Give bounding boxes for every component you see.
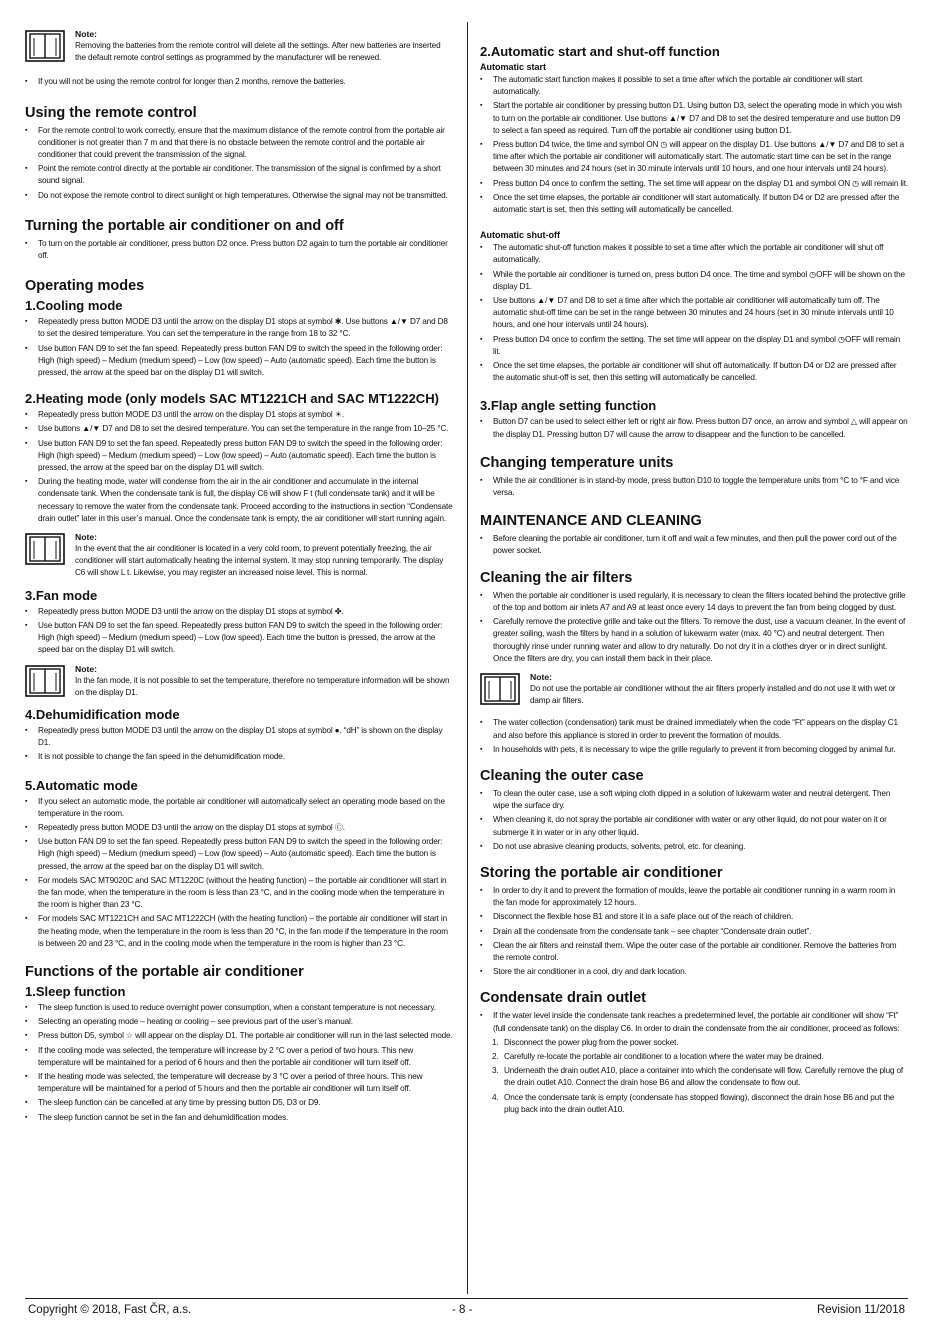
section-title-storing: Storing the portable air conditioner — [480, 864, 723, 881]
list-item: ▪ Drain all the condensate from the condensate tank – see chapter “Condensate drain outlet”. — [480, 926, 908, 938]
manual-book-icon — [480, 673, 520, 705]
list-item: ▪ Point the remote control directly at the portable air conditioner. The transmission of the signal is confirmed by a short sound signal. — [25, 163, 453, 187]
subheading-automatic-start: Automatic start — [480, 62, 547, 72]
left-column — [25, 22, 453, 1126]
intro-list — [25, 76, 453, 88]
list-item: ▪ When the portable air conditioner is used regularly, it is necessary to clean the filters located behind the protective grille of the top and bottom air inlets A7 and A9 at least once every 14 days to prevent the fan from being clogged by dust. — [480, 590, 908, 614]
note-text: Removing the batteries from the remote control will delete all the settings. After new batteries are inserted the default remote control settings as programmed by the manufacturer will be renewed. — [75, 41, 441, 63]
list-item: ▪ Start the portable air conditioner by pressing button D1. Using button D3, select the operating mode in which you wish to turn on the portable air conditioner. Use buttons ▲/▼ D7 and D8 to set the desired temperature and use button D9 to select a fan speed as required. Turn off the portable air conditioner using button D1. — [480, 100, 908, 137]
list-item: ▪ The sleep function is used to reduce overnight power consumption, when a constant temperature is not necessary. — [25, 1002, 453, 1014]
remote-list — [25, 125, 453, 202]
list-item: ▪ Use button FAN D9 to set the fan speed. Repeatedly press button FAN D9 to switch the speed in the following order: High (high speed) – Medium (medium speed) – Low (low speed) – Auto (automatic speed). Each time the button is pressed, the arrow at the speed bar on the display D1 will switch. — [25, 343, 453, 380]
auto-list — [25, 796, 453, 950]
list-item: ▪ When cleaning it, do not spray the portable air conditioner with water or any other liquid, do not pour water on it or submerge it in water or in any other liquid. — [480, 814, 908, 838]
manual-book-icon — [25, 30, 65, 62]
list-item: ▪ Once the set time elapses, the portable air conditioner will start automatically. If button D4 or D2 are pressed after the automatic start is set, then this setting will automatically be cancelled. — [480, 192, 908, 216]
list-item: ▪ To turn on the portable air conditioner, press button D2 once. Press button D2 again to turn the portable air conditioner off. — [25, 238, 453, 262]
section-title-units: Changing temperature units — [480, 454, 674, 471]
step-item — [480, 1037, 908, 1049]
list-item: ▪ Repeatedly press button MODE D3 until the arrow on the display D1 stops at symbol ✱. Use buttons ▲/▼ D7 and D8 to set the desired temperature. You can set the temperature in the range from 18 to 32 °C. — [25, 316, 453, 340]
list-item: ▪ Repeatedly press button MODE D3 until the arrow on the display D1 stops at symbol ☀. — [25, 409, 453, 421]
fan-list — [25, 606, 453, 657]
subsection-title-sleep: 1.Sleep function — [25, 983, 126, 999]
filters-list — [480, 590, 908, 665]
section-title-filters: Cleaning the air filters — [480, 569, 633, 586]
list-item: ▪ Do not expose the remote control to direct sunlight or high temperatures. Otherwise the signal may not be transmitted. — [25, 190, 453, 202]
list-item: ▪ If the cooling mode was selected, the temperature will increase by 2 °C over a period of two hours. This new temperature will be maintained for a period of 6 hours and then the portable air conditioner will turn itself off. — [25, 1045, 453, 1069]
subsection-title-heating: 2.Heating mode (only models SAC MT1221CH and SAC MT1222CH) — [25, 391, 439, 407]
subsection-title-autostart: 2.Automatic start and shut-off function — [480, 44, 720, 59]
step-text: Once the condensate tank is empty (condensate has stopped flowing), disconnect the drain hose B6 and put the plug back into the drain outlet A10. — [504, 1092, 895, 1114]
list-item: ▪ For models SAC MT1221CH and SAC MT1222CH (with the heating function) – the portable air conditioner will start in the heating mode, when the temperature in the room is less than 20 °C, in the fan mode if the temperature in the room is between 20 and 23 °C, and in the cooling mode when the temperature in the room is higher than 23 °C. — [25, 913, 453, 950]
list-item: ▪ Press button D4 once to confirm the setting. The set time will appear on the display D1 and symbol ◷OFF will remain lit. — [480, 334, 908, 358]
step-number: 2. — [492, 1051, 499, 1061]
outer-list — [480, 788, 908, 853]
list-item: ▪ Repeatedly press button MODE D3 until the arrow on the display D1 stops at symbol ✤. — [25, 606, 453, 618]
list-item: ▪ Before cleaning the portable air conditioner, turn it off and wait a few minutes, and then pull the power cord out of the power socket. — [480, 533, 908, 557]
footer-divider — [25, 1298, 908, 1299]
autostart-list — [480, 74, 908, 216]
sleep-list — [25, 1002, 453, 1124]
subsection-title-automatic: 5.Automatic mode — [25, 777, 138, 793]
step-number: 4. — [492, 1092, 499, 1102]
drain-list — [480, 1010, 908, 1034]
autoshut-list — [480, 242, 908, 384]
list-item: ▪ Once the set time elapses, the portable air conditioner will shut off automatically. If button D4 or D2 are pressed after the automatic shut-off is set, then this setting will automatically be cancelled. — [480, 360, 908, 384]
list-item: ▪ The sleep function can be cancelled at any time by pressing button D5, D3 or D9. — [25, 1097, 453, 1109]
list-item: ▪ Store the air conditioner in a cool, dry and dark location. — [480, 966, 908, 978]
list-item: ▪ Selecting an operating mode – heating or cooling – see previous part of the user’s manual. — [25, 1016, 453, 1028]
note-text: In the fan mode, it is not possible to set the temperature, therefore no temperature information will be shown on the display D1. — [75, 675, 450, 697]
note-fan — [25, 663, 453, 699]
list-item: ▪ Repeatedly press button MODE D3 until the arrow on the display D1 stops at symbol ●. “dH” is shown on the display D1. — [25, 725, 453, 749]
list-item: ▪ If the heating mode was selected, the temperature will decrease by 3 °C over a period of three hours. This new temperature will be maintained for a period of 5 hours and then the portable air conditioner will turn itself off. — [25, 1071, 453, 1095]
step-text: Disconnect the power plug from the power socket. — [504, 1037, 679, 1047]
list-item: ▪ Carefully remove the protective grille and take out the filters. To remove the dust, use a vacuum cleaner. In the event of greater soiling, wash the filters by hand in a solution of lukewarm water (max. 40 °C) and neutral detergent. Then thoroughly rinse under running water and allow to dry naturally. Do not dry it in a clothes dryer or in direct sunlight. Once the filters are dry, you can install them back in their place. — [480, 616, 908, 665]
list-item: ▪ Use buttons ▲/▼ D7 and D8 to set a time after which the portable air conditioner will automatically turn off. The automatic shut-off time can be set in the range between 30 minutes and 24 hours (set in 30 minute intervals until 10 hours, and one hour intervals until 24 hours). — [480, 295, 908, 332]
revision: Revision 11/2018 — [816, 1304, 905, 1316]
subheading-automatic-shutoff: Automatic shut-off — [480, 230, 560, 241]
note-filters — [480, 671, 908, 707]
list-item: ▪ Clean the air filters and reinstall them. Wipe the outer case of the portable air conditioner. Remove the batteries from the remote control. — [480, 940, 908, 964]
section-title-functions: Functions of the portable air conditioner — [25, 963, 304, 980]
manual-book-icon — [25, 665, 65, 697]
list-item: ▪ Repeatedly press button MODE D3 until the arrow on the display D1 stops at symbol Ⓒ. — [25, 822, 453, 834]
note-text: Do not use the portable air conditioner without the air filters properly installed and do not use it with wet or damp air filters. — [530, 683, 896, 706]
step-number: 1. — [492, 1037, 499, 1047]
page-number: - 8 - — [452, 1304, 473, 1316]
list-item: ▪ The automatic shut-off function makes it possible to set a time after which the portable air conditioner will shut off automatically. — [480, 242, 908, 266]
step-item — [480, 1065, 908, 1089]
section-title-modes: Operating modes — [25, 278, 145, 295]
column-divider — [467, 22, 468, 1294]
right-column — [480, 44, 908, 1118]
dehum-list — [25, 725, 453, 764]
manual-book-icon — [25, 533, 65, 565]
list-item: ▪ Use buttons ▲/▼ D7 and D8 to set the desired temperature. You can set the temperature in the range from 10–25 °C. — [25, 423, 453, 435]
list-item: ▪ To clean the outer case, use a soft wiping cloth dipped in a solution of lukewarm water and neutral detergent. Then wipe the surface dry. — [480, 788, 908, 812]
turning-list — [25, 238, 453, 262]
heating-list — [25, 409, 453, 525]
list-item: ▪ If you will not be using the remote control for longer than 2 months, remove the batteries. — [25, 76, 453, 88]
list-item: ▪ While the portable air conditioner is turned on, press button D4 once. The time and symbol ◷OFF will be shown on the display D1. — [480, 269, 908, 293]
note-heating — [25, 531, 453, 580]
step-text: Carefully re-locate the portable air conditioner to a location where the water may be drained. — [504, 1051, 824, 1061]
note-batteries — [25, 28, 453, 64]
section-title-remote: Using the remote control — [25, 104, 197, 121]
section-title-maintenance: MAINTENANCE AND CLEANING — [480, 513, 702, 530]
maintenance-list — [480, 533, 908, 557]
list-item: ▪ Disconnect the flexible hose B1 and store it in a safe place out of the reach of children. — [480, 911, 908, 923]
copyright: Copyright © 2018, Fast ČR, a.s. — [28, 1304, 192, 1316]
section-title-turning: Turning the portable air conditioner on and off — [25, 217, 344, 234]
list-item: ▪ Use button FAN D9 to set the fan speed. Repeatedly press button FAN D9 to switch the speed in the following order: High (high speed) – Medium (medium speed) – Low (low speed) – Auto (automatic speed). Each time the button is pressed, the arrow at the speed bar on the display D1 will switch. — [25, 438, 453, 475]
step-item — [480, 1092, 908, 1116]
note-text: In the event that the air conditioner is located in a very cold room, to prevent potentially freezing, the air conditioner will start automatically heating the internal system. It may stop running temporarily. The display C6 will show L t. Likewise, you may register an increased noise level. This is normal. — [75, 544, 444, 578]
list-item: ▪ While the air conditioner is in stand-by mode, press button D10 to toggle the temperature units from °C to °F and vice versa. — [480, 475, 908, 499]
cooling-list — [25, 316, 453, 379]
subsection-title-dehumidification: 4.Dehumidification mode — [25, 706, 180, 722]
section-title-drain: Condensate drain outlet — [480, 990, 646, 1007]
list-item: ▪ The water collection (condensation) tank must be drained immediately when the code “Ft” appears on the display C1 and also before this appliance is stored in order to prevent the formation of moulds. — [480, 717, 908, 741]
list-item: ▪ In order to dry it and to prevent the formation of moulds, leave the portable air conditioner running in a warm room in the fan mode for approximately 12 hours. — [480, 885, 908, 909]
drain-steps — [480, 1037, 908, 1116]
list-item: ▪ During the heating mode, water will condense from the air in the air conditioner and accumulate in the internal condensate tank. When the condensate tank is full, the display C6 will show F t (full condensate tank) and it will be necessary to remove the water from the condensate tank. Proceed according to the instructions in section “Condensate drain outlet” later in this user’s manual. Once the condensate tank is empty, the air conditioner will start running again. — [25, 476, 453, 525]
step-item — [480, 1051, 908, 1063]
note-label: Note: — [530, 671, 552, 682]
list-item: ▪ For the remote control to work correctly, ensure that the maximum distance of the remote control from the portable air conditioner is not greater than 7 m and that there is no obstacle between the remote control and the portable air conditioner that could prevent the transmission of the signal. — [25, 125, 453, 162]
list-item: ▪ Do not use abrasive cleaning products, solvents, petrol, etc. for cleaning. — [480, 841, 908, 853]
note-label: Note: — [75, 29, 97, 39]
list-item: ▪ Press button D4 once to confirm the setting. The set time will appear on the display D1 and symbol ON ◷ will remain lit. — [480, 178, 908, 190]
list-item: ▪ Button D7 can be used to select either left or right air flow. Press button D7 once, an arrow and symbol △ will appear on the display D1. Pressing button D7 will cause the arrow to disappear and the function to be cancelled. — [480, 416, 908, 440]
filters-list-2 — [480, 717, 908, 756]
subsection-title-flap: 3.Flap angle setting function — [480, 398, 657, 414]
step-number: 3. — [492, 1066, 499, 1076]
note-label: Note: — [75, 663, 97, 674]
list-item: ▪ Press button D4 twice, the time and symbol ON ◷ will appear on the display D1. Use buttons ▲/▼ D7 and D8 to set a time after which the portable air conditioner will automatically start. The automatic start time can be set in the range between 30 minutes and 24 hours (set in 30 minute intervals until 10 hours, and one hour intervals until 24 hours). — [480, 139, 908, 176]
units-list — [480, 475, 908, 499]
subsection-title-fan: 3.Fan mode — [25, 587, 98, 603]
storing-list — [480, 885, 908, 978]
list-item: ▪ Use button FAN D9 to set the fan speed. Repeatedly press button FAN D9 to switch the speed in the following order: High (high speed) – Medium (medium speed) – Low (low speed) – Auto (automatic speed). Each time the button is pressed, the arrow at the speed bar on the display D1 will switch. — [25, 836, 453, 873]
section-title-outer: Cleaning the outer case — [480, 767, 644, 784]
page-footer — [0, 1298, 933, 1324]
list-item: ▪ For models SAC MT9020C and SAC MT1220C (without the heating function) – the portable air conditioner will start in the fan mode, when the temperature in the room is less than 23 °C, and in the cooling mode when the temperature in the room is higher than 23 °C. — [25, 875, 453, 912]
list-item: ▪ It is not possible to change the fan speed in the dehumidification mode. — [25, 751, 453, 763]
list-item: ▪ If the water level inside the condensate tank reaches a predetermined level, the portable air conditioner will show “Ft” (full condensate tank) on the display C6. In order to drain the condensate from the air conditioner, proceed as follows: — [480, 1010, 908, 1034]
note-label: Note: — [75, 532, 97, 543]
list-item: ▪ Press button D5, symbol ☆ will appear on the display D1. The portable air conditioner will run in the last selected mode. — [25, 1030, 453, 1042]
list-item: ▪ Use button FAN D9 to set the fan speed. Repeatedly press button FAN D9 to switch the speed in the following order: High (high speed) – Medium (medium speed) – Low (low speed). Each time the button is pressed, the arrow at the speed bar on the display D1 will switch. — [25, 620, 453, 657]
list-item: ▪ The sleep function cannot be set in the fan and dehumidification modes. — [25, 1112, 453, 1124]
flap-list — [480, 416, 908, 440]
list-item: ▪ The automatic start function makes it possible to set a time after which the portable air conditioner will start automatically. — [480, 74, 908, 98]
step-text: Underneath the drain outlet A10, place a container into which the condensate will flow. Carefully remove the plug of the drain outlet A10. Connect the drain hose B6 and allow the condensate to flow out. — [504, 1066, 904, 1088]
list-item: ▪ In households with pets, it is necessary to wipe the grille regularly to prevent it from becoming clogged by animal fur. — [480, 744, 908, 756]
list-item: ▪ If you select an automatic mode, the portable air conditioner will automatically select an operating mode based on the temperature in the room. — [25, 796, 453, 820]
subsection-title-cooling: 1.Cooling mode — [25, 298, 123, 314]
